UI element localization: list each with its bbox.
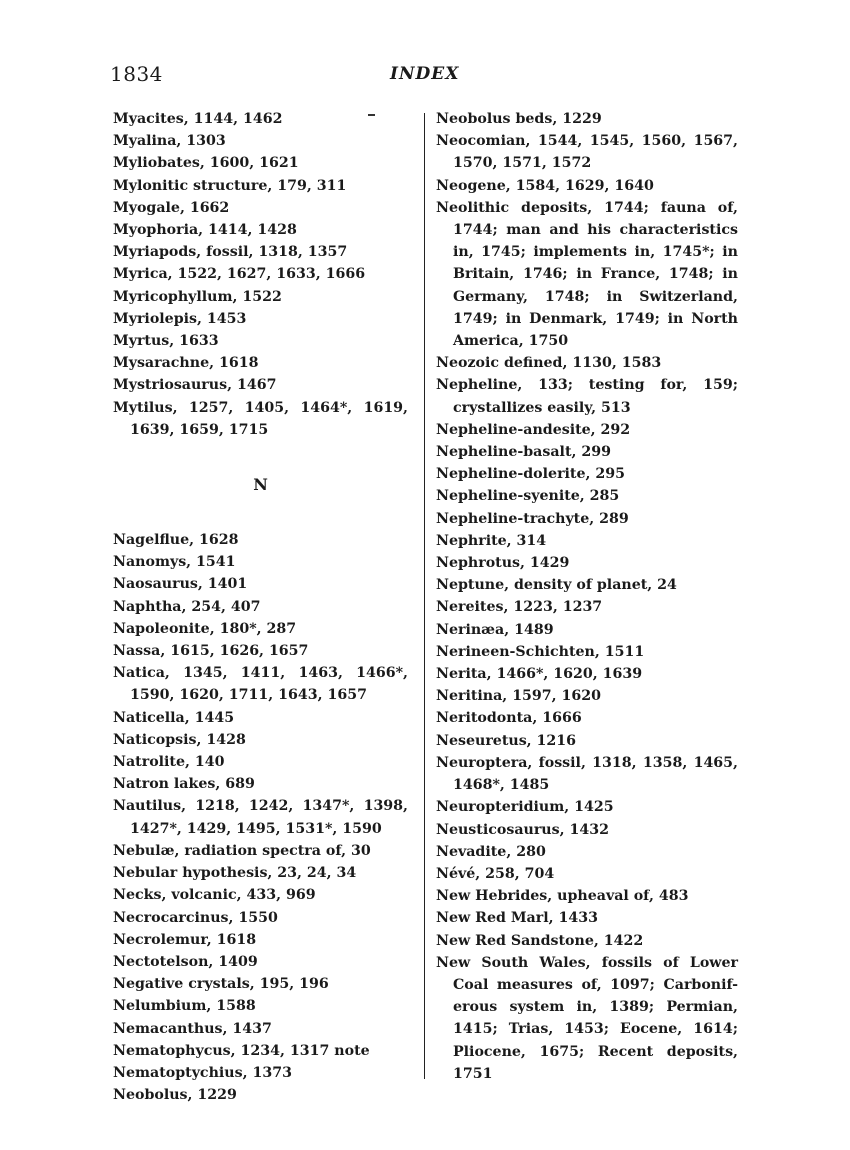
index-entry bbox=[113, 551, 408, 573]
entry-line: Mylonitic structure, 179, 311 bbox=[113, 177, 347, 194]
entry-line: Nassa, 1615, 1626, 1657 bbox=[113, 643, 309, 660]
entry-line: Nelumbium, 1588 bbox=[113, 998, 256, 1015]
entry-line: Névé, 258, 704 bbox=[436, 865, 555, 882]
index-entry bbox=[436, 641, 738, 663]
index-entry bbox=[113, 286, 408, 308]
entry-line: Naticopsis, 1428 bbox=[113, 731, 246, 748]
index-entry bbox=[113, 795, 408, 839]
index-entry bbox=[436, 819, 738, 841]
index-entry bbox=[436, 796, 738, 818]
entry-line: New Red Sandstone, 1422 bbox=[436, 932, 644, 949]
entry-line: Neocomian, 1544, 1545, 1560, 1567, bbox=[436, 133, 738, 150]
entry-line: New South Wales, fossils of Lower bbox=[436, 954, 738, 971]
entry-line: Myriapods, fossil, 1318, 1357 bbox=[113, 244, 348, 261]
index-entry bbox=[113, 662, 408, 706]
entry-line: Neritina, 1597, 1620 bbox=[436, 688, 602, 705]
entry-line: Neogene, 1584, 1629, 1640 bbox=[436, 177, 654, 194]
entry-line: Mysarachne, 1618 bbox=[113, 355, 259, 372]
index-entry bbox=[436, 352, 738, 374]
left-entries-m bbox=[113, 108, 408, 441]
index-entry bbox=[113, 951, 408, 973]
entry-line: Neseuretus, 1216 bbox=[436, 732, 577, 749]
index-entry bbox=[436, 707, 738, 729]
entry-continuation-line: 1415; Trias, 1453; Eocene, 1614; bbox=[453, 1021, 738, 1038]
index-entry bbox=[113, 108, 408, 130]
index-entry bbox=[436, 374, 738, 418]
entry-continuation-line: 1751 bbox=[453, 1065, 493, 1082]
index-entry bbox=[436, 885, 738, 907]
entry-line: Neuroptera, fossil, 1318, 1358, 1465, bbox=[436, 754, 738, 771]
entry-line: Necrolemur, 1618 bbox=[113, 931, 257, 948]
index-entry bbox=[113, 1040, 408, 1062]
entry-line: Neobolus, 1229 bbox=[113, 1087, 237, 1104]
entry-line: Nepheline-syenite, 285 bbox=[436, 488, 620, 505]
entry-line: Nephrotus, 1429 bbox=[436, 555, 570, 572]
index-entry bbox=[436, 463, 738, 485]
index-entry bbox=[113, 241, 408, 263]
index-entry bbox=[113, 197, 408, 219]
entry-continuation-line: America, 1750 bbox=[453, 333, 569, 350]
entry-line: Myriolepis, 1453 bbox=[113, 310, 247, 327]
entry-line: Nerinæa, 1489 bbox=[436, 621, 554, 638]
entry-line: Negative crystals, 195, 196 bbox=[113, 976, 329, 993]
entry-continuation-line: 1427*, 1429, 1495, 1531*, 1590 bbox=[130, 820, 382, 837]
entry-line: Naphtha, 254, 407 bbox=[113, 598, 261, 615]
left-entries-n bbox=[113, 529, 408, 1106]
index-entry bbox=[436, 130, 738, 174]
index-entry bbox=[113, 374, 408, 396]
index-entry bbox=[436, 485, 738, 507]
entry-line: New Red Marl, 1433 bbox=[436, 910, 598, 927]
index-entry bbox=[113, 529, 408, 551]
entry-line: Nanomys, 1541 bbox=[113, 554, 236, 571]
index-entry bbox=[113, 263, 408, 285]
running-title: INDEX bbox=[390, 64, 460, 84]
index-entry bbox=[436, 108, 738, 130]
entry-line: Nematophycus, 1234, 1317 note bbox=[113, 1042, 370, 1059]
index-entry bbox=[113, 1062, 408, 1084]
entry-line: Nepheline, 133; testing for, 159; bbox=[436, 377, 738, 394]
index-entry bbox=[436, 685, 738, 707]
index-entry bbox=[113, 130, 408, 152]
entry-line: Neptune, density of planet, 24 bbox=[436, 577, 677, 594]
entry-line: Myogale, 1662 bbox=[113, 199, 230, 216]
index-entry bbox=[436, 663, 738, 685]
entry-line: Natica, 1345, 1411, 1463, 1466*, bbox=[113, 665, 408, 682]
index-entry bbox=[113, 884, 408, 906]
entry-line: Myacites, 1144, 1462 bbox=[113, 111, 283, 127]
entry-line: Nepheline-dolerite, 295 bbox=[436, 466, 626, 483]
entry-continuation-line: Germany, 1748; in Switzerland, bbox=[453, 288, 738, 305]
entry-line: Myalina, 1303 bbox=[113, 133, 226, 150]
entry-line: Nephrite, 314 bbox=[436, 532, 547, 549]
index-entry bbox=[113, 308, 408, 330]
entry-line: New Hebrides, upheaval of, 483 bbox=[436, 888, 689, 905]
entry-continuation-line: 1590, 1620, 1711, 1643, 1657 bbox=[130, 687, 367, 704]
entry-line: Nectotelson, 1409 bbox=[113, 953, 258, 970]
entry-line: Myricophyllum, 1522 bbox=[113, 288, 282, 305]
index-entry bbox=[436, 752, 738, 796]
entry-line: Nemacanthus, 1437 bbox=[113, 1020, 272, 1037]
entry-continuation-line: 1570, 1571, 1572 bbox=[453, 155, 592, 172]
index-entry bbox=[113, 907, 408, 929]
entry-line: Neozoic defined, 1130, 1583 bbox=[436, 355, 662, 372]
entry-continuation-line: 1639, 1659, 1715 bbox=[130, 421, 269, 438]
entry-line: Mytilus, 1257, 1405, 1464*, 1619, bbox=[113, 399, 408, 416]
index-entry bbox=[113, 573, 408, 595]
index-entry bbox=[436, 841, 738, 863]
entry-line: Neobolus beds, 1229 bbox=[436, 111, 602, 127]
index-entry bbox=[113, 618, 408, 640]
index-entry bbox=[436, 574, 738, 596]
entry-line: Nepheline-trachyte, 289 bbox=[436, 510, 629, 527]
index-entry bbox=[113, 1084, 408, 1106]
entry-continuation-line: Britain, 1746; in France, 1748; in bbox=[453, 266, 738, 283]
entry-line: Neusticosaurus, 1432 bbox=[436, 821, 609, 838]
entry-line: Nerita, 1466*, 1620, 1639 bbox=[436, 666, 643, 683]
index-entry bbox=[113, 773, 408, 795]
section-heading-n: N bbox=[253, 474, 268, 494]
entry-line: Myrica, 1522, 1627, 1633, 1666 bbox=[113, 266, 366, 283]
index-entry bbox=[113, 152, 408, 174]
index-entry bbox=[113, 175, 408, 197]
index-entry bbox=[436, 596, 738, 618]
index-entry bbox=[436, 552, 738, 574]
entry-continuation-line: crystallizes easily, 513 bbox=[453, 399, 631, 416]
page-number: 1834 bbox=[110, 62, 163, 86]
index-entry bbox=[436, 530, 738, 552]
index-entry bbox=[436, 508, 738, 530]
entry-continuation-line: 1749; in Denmark, 1749; in North bbox=[453, 310, 738, 327]
index-entry bbox=[113, 397, 408, 441]
entry-line: Nagelflue, 1628 bbox=[113, 532, 239, 549]
entry-continuation-line: erous system in, 1389; Permian, bbox=[453, 999, 738, 1016]
index-entry bbox=[113, 729, 408, 751]
entry-line: Napoleonite, 180*, 287 bbox=[113, 620, 297, 637]
index-entry bbox=[113, 929, 408, 951]
entry-line: Nereites, 1223, 1237 bbox=[436, 599, 603, 616]
entry-line: Nerineen-Schichten, 1511 bbox=[436, 643, 645, 660]
index-entry bbox=[113, 596, 408, 618]
entry-line: Nebulæ, radiation spectra of, 30 bbox=[113, 842, 371, 859]
right-column bbox=[436, 108, 738, 1085]
index-entry bbox=[113, 840, 408, 862]
index-entry bbox=[113, 219, 408, 241]
entry-continuation-line: in, 1745; implements in, 1745*; in bbox=[453, 244, 738, 261]
index-entry bbox=[113, 330, 408, 352]
index-entry bbox=[113, 751, 408, 773]
entry-line: Naosaurus, 1401 bbox=[113, 576, 248, 593]
entry-line: Mystriosaurus, 1467 bbox=[113, 377, 277, 394]
entry-line: Myliobates, 1600, 1621 bbox=[113, 155, 299, 172]
entry-line: Neuropteridium, 1425 bbox=[436, 799, 614, 816]
index-entry bbox=[436, 930, 738, 952]
index-entry bbox=[113, 995, 408, 1017]
entry-line: Nepheline-andesite, 292 bbox=[436, 421, 631, 438]
entry-line: Myrtus, 1633 bbox=[113, 333, 219, 350]
index-entry bbox=[436, 197, 738, 352]
index-entry bbox=[113, 973, 408, 995]
entry-line: Neritodonta, 1666 bbox=[436, 710, 582, 727]
index-entry bbox=[113, 640, 408, 662]
column-divider bbox=[424, 113, 425, 1079]
entry-line: Naticella, 1445 bbox=[113, 709, 235, 726]
index-entry bbox=[436, 175, 738, 197]
entry-continuation-line: 1744; man and his characteristics bbox=[453, 222, 738, 239]
index-entry bbox=[436, 952, 738, 1085]
entry-line: Nebular hypothesis, 23, 24, 34 bbox=[113, 865, 357, 882]
index-entry bbox=[113, 352, 408, 374]
index-entry bbox=[113, 707, 408, 729]
entry-line: Neolithic deposits, 1744; fauna of, bbox=[436, 199, 738, 216]
right-entries bbox=[436, 108, 738, 1085]
entry-line: Nematoptychius, 1373 bbox=[113, 1064, 292, 1081]
index-entry bbox=[436, 441, 738, 463]
index-entry bbox=[436, 730, 738, 752]
entry-continuation-line: Pliocene, 1675; Recent deposits, bbox=[453, 1043, 738, 1060]
index-entry bbox=[436, 863, 738, 885]
entry-continuation-line: Coal measures of, 1097; Carbonif- bbox=[453, 976, 738, 993]
entry-continuation-line: 1468*, 1485 bbox=[453, 777, 550, 794]
index-entry bbox=[436, 619, 738, 641]
index-entry bbox=[436, 907, 738, 929]
entry-line: Myophoria, 1414, 1428 bbox=[113, 222, 297, 239]
index-entry bbox=[436, 419, 738, 441]
entry-line: Nevadite, 280 bbox=[436, 843, 546, 860]
entry-line: Necrocarcinus, 1550 bbox=[113, 909, 278, 926]
index-entry bbox=[113, 862, 408, 884]
entry-line: Nautilus, 1218, 1242, 1347*, 1398, bbox=[113, 798, 408, 815]
entry-line: Natrolite, 140 bbox=[113, 754, 225, 771]
entry-line: Nepheline-basalt, 299 bbox=[436, 444, 611, 461]
index-entry bbox=[113, 1018, 408, 1040]
entry-line: Necks, volcanic, 433, 969 bbox=[113, 887, 316, 904]
entry-line: Natron lakes, 689 bbox=[113, 776, 255, 793]
left-column bbox=[113, 108, 408, 1106]
